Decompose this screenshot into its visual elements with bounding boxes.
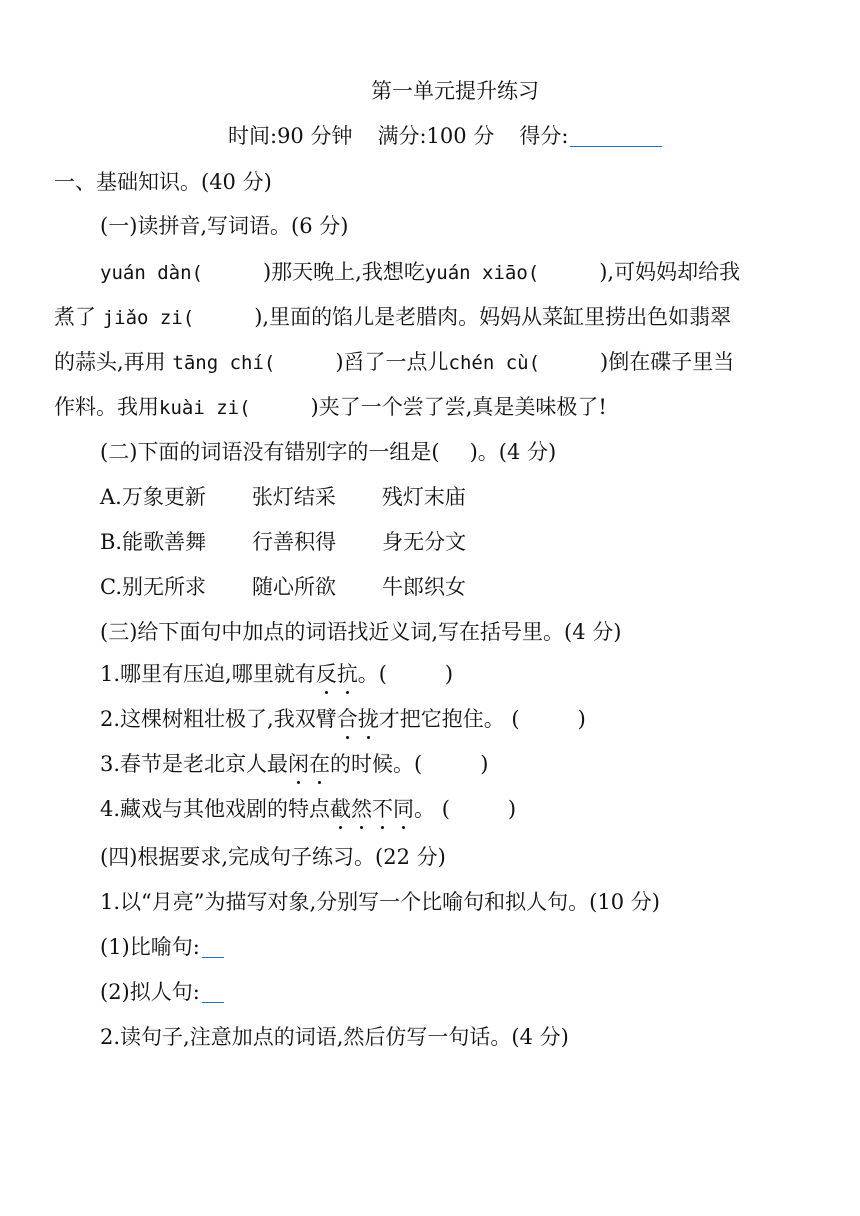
item-text: ): [507, 797, 517, 821]
option-label: A.: [100, 485, 122, 509]
item-text: 。(: [357, 662, 387, 686]
dotted-char: 抗: [336, 662, 358, 686]
paragraph-text: )夹了一个尝了尝,真是美味极了!: [310, 395, 607, 419]
item-text: 。 (: [414, 797, 450, 821]
pinyin-chencu: chén cù(: [448, 352, 541, 374]
section-heading-basics: 一、基础知识。(40 分): [54, 170, 272, 194]
personification-answer-blank[interactable]: [202, 982, 224, 1003]
option-word: 能歌善舞: [122, 530, 207, 554]
item-text: 才把它抱住。 (: [378, 707, 520, 731]
option-word: 万象更新: [121, 485, 206, 509]
q3-item-1: [100, 660, 453, 688]
item-text: ): [480, 752, 489, 776]
dotted-char: 反: [315, 662, 337, 686]
option-label: C.: [100, 575, 122, 599]
item-text: ): [444, 662, 454, 686]
q1-paragraph-line-3: [54, 348, 734, 377]
q4-sub-1: 1.以“月亮”为描写对象,分别写一个比喻句和拟人句。(10 分): [100, 890, 660, 914]
dotted-char: 同: [393, 797, 415, 821]
q3-heading: (三)给下面句中加点的词语找近义词,写在括号里。(4 分): [100, 620, 622, 644]
item-text: 1.哪里有压迫,哪里就有: [100, 662, 316, 686]
simile-label: (1)比喻句:: [100, 935, 200, 959]
pinyin-yuandan: yuán dàn(: [100, 262, 203, 284]
paragraph-text: )舀了一点儿: [335, 350, 449, 374]
paragraph-text: )倒在碟子里当: [600, 350, 735, 374]
option-word: 张灯结采: [251, 485, 336, 509]
score-blank[interactable]: [570, 124, 662, 147]
q4-heading: (四)根据要求,完成句子练习。(22 分): [100, 845, 446, 869]
exam-meta: [228, 122, 662, 150]
q4-simile: [100, 933, 224, 961]
q3-item-2: [100, 705, 586, 733]
dotted-char: 闲: [288, 752, 310, 776]
pinyin-yuanxiao: yuán xiāo(: [424, 262, 540, 284]
paragraph-text: )那天晚上,我想吃: [262, 260, 425, 284]
q4-personification: [100, 978, 224, 1006]
dotted-char: 合: [336, 707, 358, 731]
q1-paragraph-line-4: [54, 393, 607, 422]
item-text: 的时候。(: [330, 752, 423, 776]
q2-option-c[interactable]: [100, 573, 466, 601]
option-word: 随心所欲: [252, 575, 336, 599]
paragraph-text: ),可妈妈却给我: [599, 260, 741, 284]
pinyin-kuaizi: kuài zi(: [159, 397, 251, 419]
dotted-char: 然: [351, 797, 373, 821]
item-text: 2.这棵树粗壮极了,我双臂: [100, 707, 337, 731]
option-word: 残灯末庙: [381, 485, 466, 509]
option-word: 行善积得: [252, 530, 337, 554]
q2-heading: [100, 438, 556, 466]
paragraph-text: 作料。我用: [54, 395, 159, 419]
page-title: 第一单元提升练习: [371, 79, 539, 103]
q2-heading-text: (二)下面的词语没有错别字的一组是(: [100, 440, 440, 464]
q4-sub-2: 2.读句子,注意加点的词语,然后仿写一句话。(4 分): [100, 1025, 569, 1049]
dotted-char: 不: [372, 797, 394, 821]
option-label: B.: [100, 530, 123, 554]
time-limit: 时间:90 分钟: [228, 124, 353, 148]
option-word: 牛郎织女: [382, 575, 466, 599]
q1-paragraph-line-1: [100, 258, 740, 287]
item-text: ): [577, 707, 586, 731]
q1-heading: (一)读拼音,写词语。(6 分): [100, 214, 349, 238]
option-word: 身无分文: [382, 530, 467, 554]
q1-paragraph-line-2: [54, 303, 731, 332]
q2-option-a[interactable]: [100, 483, 466, 511]
paragraph-text: ),里面的馅儿是老腊肉。妈妈从菜缸里捞出色如翡翠: [254, 305, 732, 329]
q2-option-b[interactable]: [100, 528, 466, 556]
full-score: 满分:100 分: [377, 124, 495, 148]
pinyin-tangchi: tāng chí(: [172, 352, 276, 374]
personification-label: (2)拟人句:: [100, 980, 200, 1004]
paragraph-text: 煮了: [54, 305, 96, 329]
paragraph-text: 的蒜头,再用: [54, 350, 166, 374]
dotted-char: 在: [309, 752, 331, 776]
item-text: 4.藏戏与其他戏剧的特点: [100, 797, 331, 821]
q2-heading-end: )。(4 分): [469, 440, 557, 464]
simile-answer-blank[interactable]: [202, 937, 224, 958]
dotted-char: 拢: [357, 707, 379, 731]
q3-item-4: [100, 795, 516, 823]
option-word: 别无所求: [122, 575, 206, 599]
dotted-char: 截: [330, 797, 352, 821]
item-text: 3.春节是老北京人最: [100, 752, 289, 776]
q3-item-3: [100, 750, 488, 778]
score-label: 得分:: [519, 124, 569, 148]
pinyin-jiaozi: jiǎo zi(: [102, 307, 195, 329]
